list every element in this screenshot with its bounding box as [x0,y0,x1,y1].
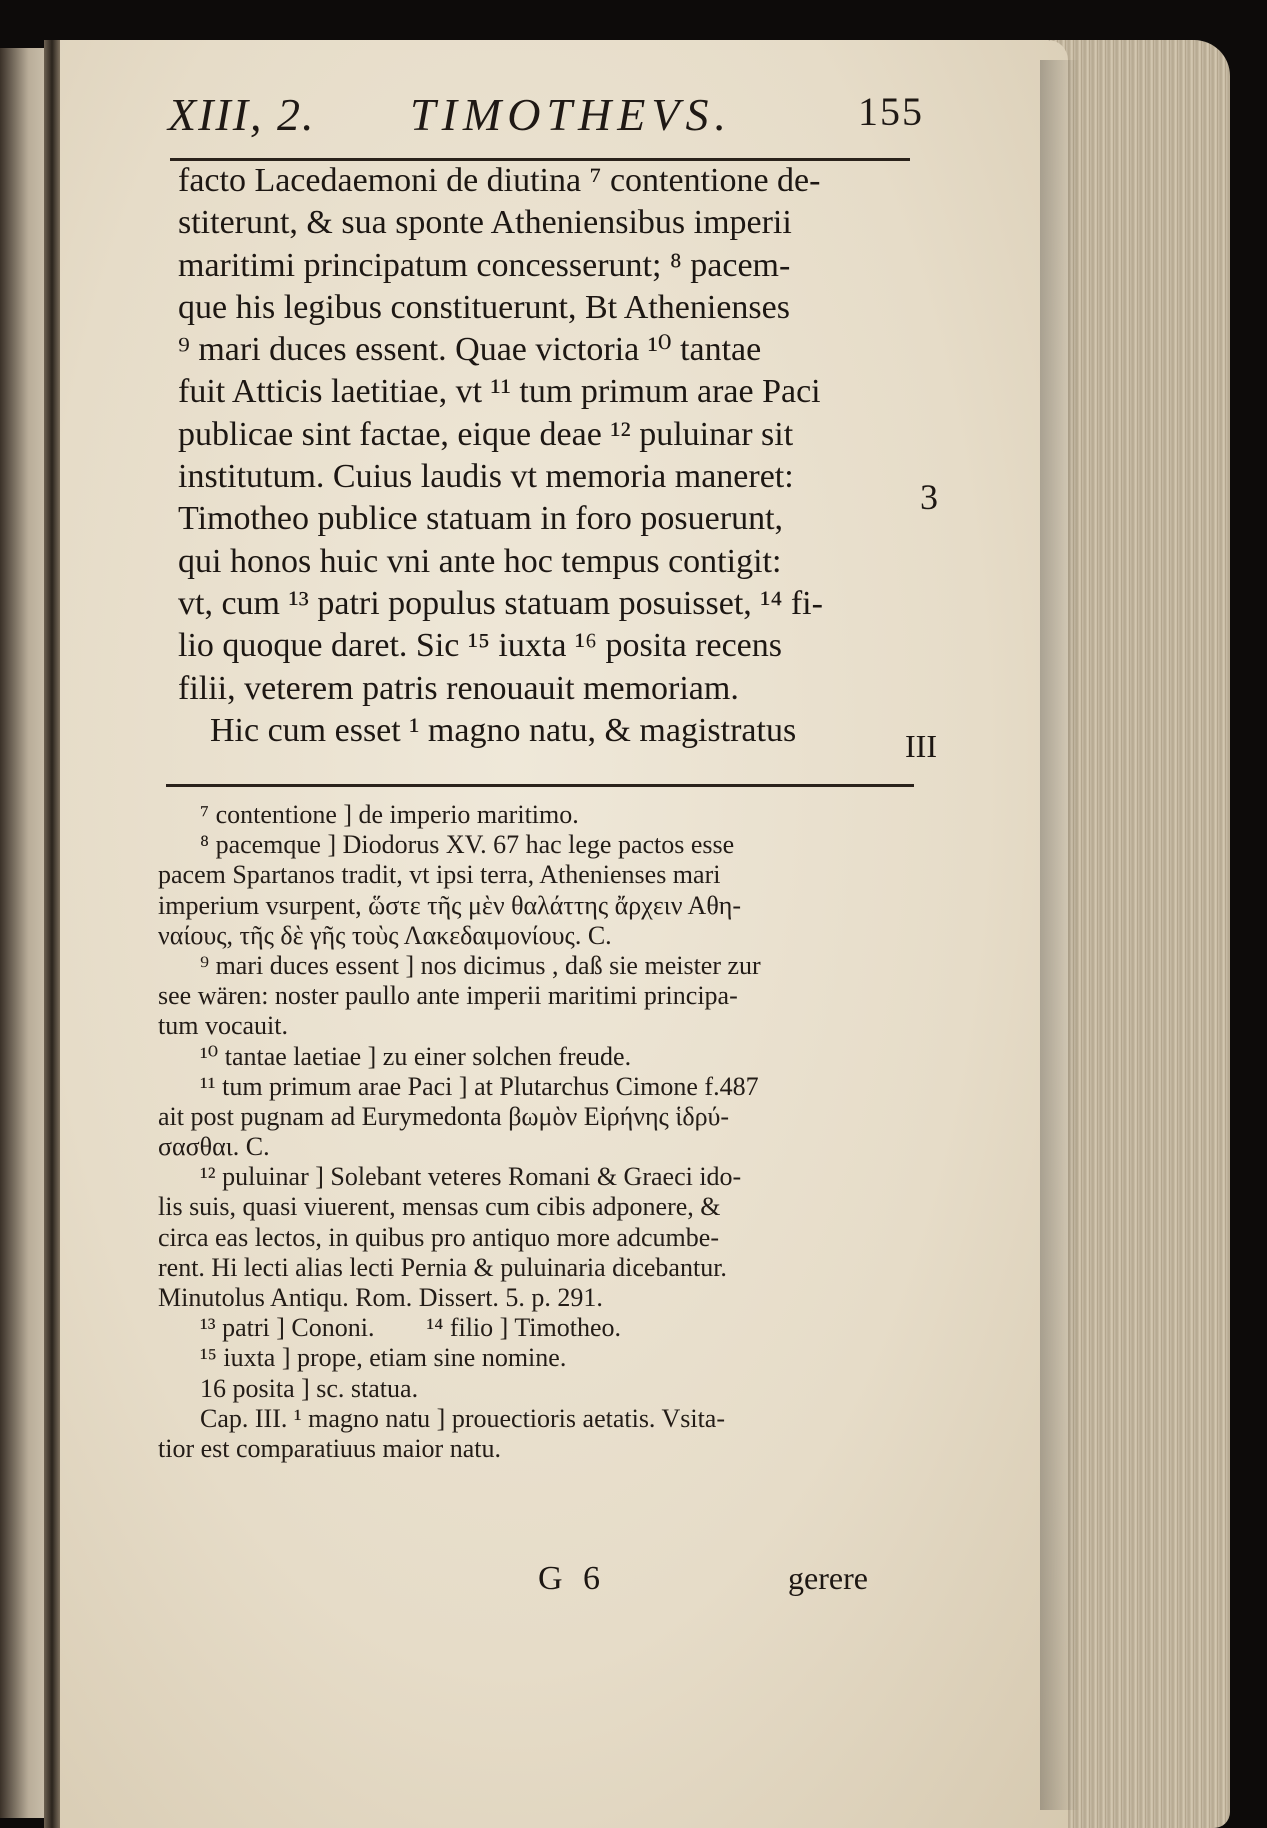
main-text-line: filii, veterem patris renouauit memoriam. [178,669,739,707]
main-text-line: publicae sint factae, eique deae ¹² puluinar sit [178,415,794,453]
main-text-line: stiterunt, & sua sponte Atheniensibus imperii [178,204,792,242]
footnote-line: tior est comparatiuus maior natu. [158,1433,501,1463]
footnote-line: pacem Spartanos tradit, vt ipsi terra, Athenienses mari [158,860,721,890]
running-head-left: XIII, 2. [168,89,316,140]
footnote-line: 16 posita ] sc. statua. [200,1373,419,1403]
page-number: 155 [858,89,924,134]
footnote-line: ait post pugnam ad Eurymedonta βωμὸν Εἰρήνης ἱδρύ- [158,1101,730,1131]
main-text-line: qui honos huic vni ante hoc tempus contigit: [178,542,782,580]
footnote-line: ¹³ patri ] Cononi. ¹⁴ filio ] Timotheo. [200,1313,622,1343]
gutter [44,40,60,1828]
main-text-line: institutum. Cuius laudis vt memoria maneret: [178,458,794,496]
running-head [168,88,924,152]
main-text-line: que his legibus constituerunt, Bt Athenienses [178,288,790,326]
page-shadow [1040,60,1080,1810]
main-text-line: maritimi principatum concesserunt; ⁸ pacem- [178,246,791,284]
footnotes [158,800,918,1464]
footnote-line: rent. Hi lecti alias lecti Pernia & puluinaria dicebantur. [158,1252,727,1282]
notes-rule [166,784,914,787]
footnote-line: ¹⁰ tantae laetiae ] zu einer solchen freude. [200,1041,632,1071]
footnote-line: σασθαι. C. [158,1132,270,1162]
footnote-line: see wären: noster paullo ante imperii maritimi principa- [158,981,738,1011]
main-text-line: Hic cum esset ¹ magno natu, & magistratus [210,711,797,749]
main-text-line: lio quoque daret. Sic ¹⁵ iuxta ¹⁶ posita recens [178,627,782,665]
footnote-line: ⁹ mari duces essent ] nos dicimus , daß sie meister zur [200,950,761,980]
page-footer [168,1560,908,1610]
margin-chapter-mark: III [905,728,937,764]
margin-chapter-mark: 3 [920,477,938,517]
footnote-line: tum vocauit. [158,1011,288,1041]
main-text-line: Timotheo publice statuam in foro posuerunt, [178,500,784,538]
main-text-line: ⁹ mari duces essent. Quae victoria ¹⁰ tantae [178,331,762,369]
footnote-line: ¹⁵ iuxta ] prope, etiam sine nomine. [200,1343,567,1373]
footnote-line: ¹¹ tum primum arae Paci ] at Plutarchus Cimone f.487 [200,1071,759,1101]
footnote-line: lis suis, quasi viuerent, mensas cum cibis adponere, & [158,1192,721,1222]
footnote-line: ναίους, τῆς δὲ γῆς τοὺς Λακεδαιμονίους. C. [158,920,612,950]
running-head-title: TIMOTHEVS. [410,89,732,140]
footnote-line: ⁸ pacemque ] Diodorus XV. 67 hac lege pactos esse [200,830,735,860]
footnote-line: Cap. III. ¹ magno natu ] prouectioris aetatis. Vsita- [200,1403,726,1433]
footnote-line: circa eas lectos, in quibus pro antiquo more adcumbe- [158,1222,719,1252]
footnote-line: ⁷ contentione ] de imperio maritimo. [200,800,579,829]
catchword: gerere [788,1560,868,1596]
main-text [178,160,918,752]
footnote-line: Minutolus Antiqu. Rom. Dissert. 5. p. 291. [158,1283,603,1312]
main-text-line: facto Lacedaemoni de diutina ⁷ contentione de- [178,162,821,199]
main-text-line: fuit Atticis laetitiae, vt ¹¹ tum primum arae Paci [178,373,821,411]
signature-mark: G 6 [538,1560,607,1597]
main-text-line: vt, cum ¹³ patri populus statuam posuisset, ¹⁴ fi- [178,584,823,622]
footnote-line: imperium vsurpent, ὥστε τῆς μὲν θαλάττης ἄρχειν Αθη- [158,890,742,920]
footnote-line: ¹² puluinar ] Solebant veteres Romani & Graeci ido- [200,1162,742,1192]
